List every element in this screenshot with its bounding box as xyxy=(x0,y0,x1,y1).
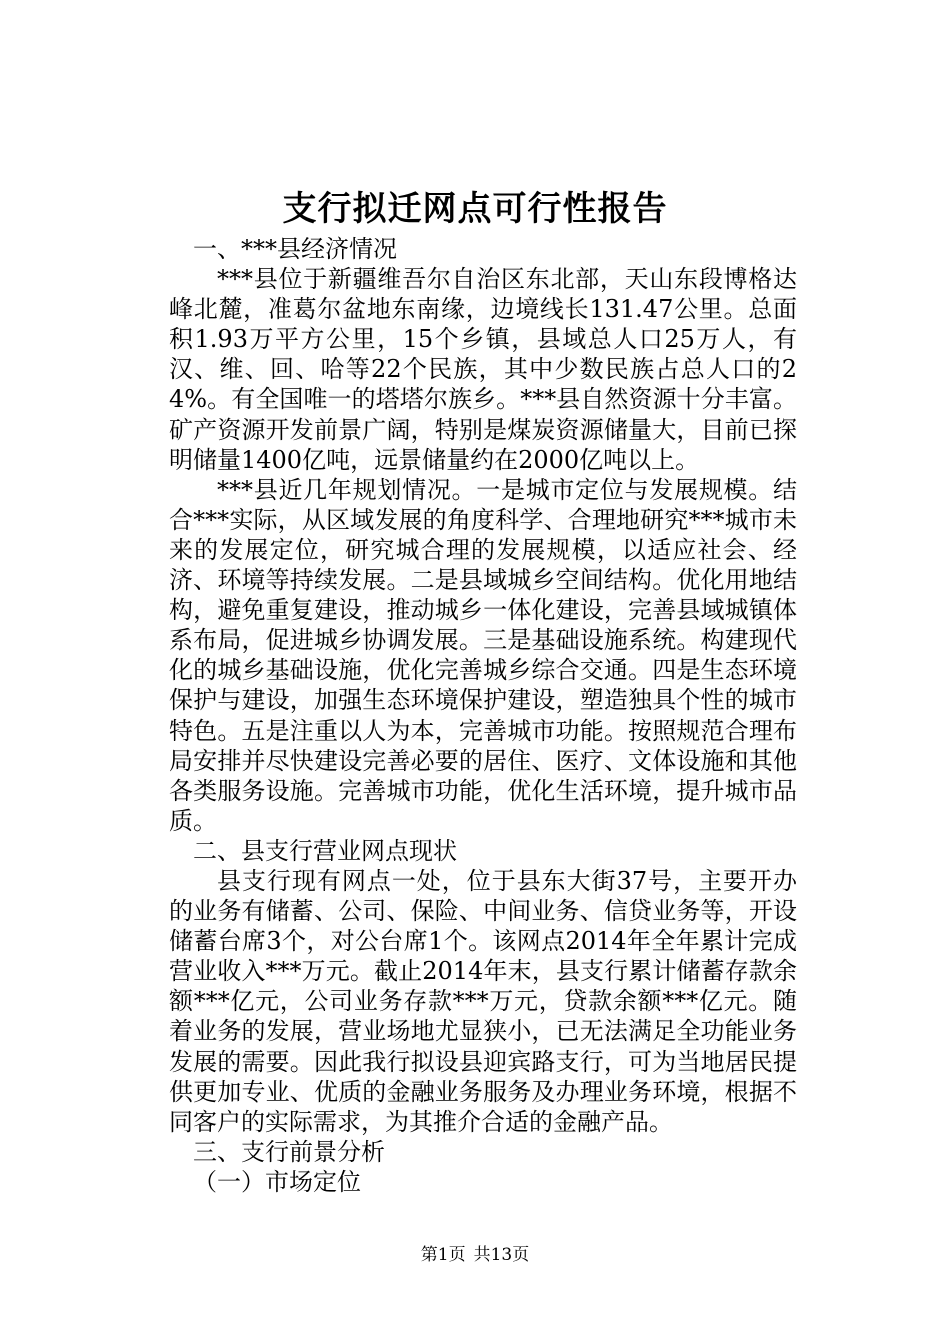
paragraph-county-overview: ***县位于新疆维吾尔自治区东北部，天山东段博格达峰北麓，准葛尔盆地东南缘，边境线长131.47公里。总面积1.93万平方公里，15个乡镇，县域总人口25万人，有汉、维、回、哈等22个民族，其中少数民族占总人口的24%。有全国唯一的塔塔尔族乡。***县自然资源十分丰富。矿产资源开发前景广阔，特别是煤炭资源储量大，目前已探明储量1400亿吨，远景储量约在2000亿吨以上。 xyxy=(169,265,797,474)
paragraph-branch-status: 县支行现有网点一处，位于县东大街37号，主要开办的业务有储蓄、公司、保险、中间业务、信贷业务等，开设储蓄台席3个，对公台席1个。该网点2014年全年累计完成营业收入***万元。截止2014年末，县支行累计储蓄存款余额***亿元，公司业务存款***万元，贷款余额***亿元。随着业务的发展，营业场地尤显狭小，已无法满足全功能业务发展的需要。因此我行拟设县迎宾路支行，可为当地居民提供更加专业、优质的金融业务服务及办理业务环境，根据不同客户的实际需求，为其推介合适的金融产品。 xyxy=(169,866,797,1136)
section-heading-economy: 一、***县经济情况 xyxy=(193,235,397,263)
paragraph-county-planning: ***县近几年规划情况。一是城市定位与发展规模。结合***实际，从区域发展的角度科学、合理地研究***城市未来的发展定位，研究城合理的发展规模，以适应社会、经济、环境等持续发展。二是县域城乡空间结构。优化用地结构，避免重复建设，推动城乡一体化建设，完善县域城镇体系布局，促进城乡协调发展。三是基础设施系统。构建现代化的城乡基础设施，优化完善城乡综合交通。四是生态环境保护与建设，加强生态环境保护建设，塑造独具个性的城市特色。五是注重以人为本，完善城市功能。按照规范合理布局安排并尽快建设完善必要的居住、医疗、文体设施和其他各类服务设施。完善城市功能，优化生活环境，提升城市品质。 xyxy=(169,475,797,835)
section-heading-branch-status: 二、县支行营业网点现状 xyxy=(193,836,457,865)
page-footer xyxy=(0,1244,950,1266)
document-body xyxy=(169,234,797,1197)
subsection-heading-market: （一）市场定位 xyxy=(193,1167,361,1196)
section-heading-prospects: 三、支行前景分析 xyxy=(193,1137,385,1166)
document-title: 支行拟迁网点可行性报告 xyxy=(282,189,668,229)
page-total: 共13页 xyxy=(473,1245,530,1265)
page-number: 第1页 xyxy=(420,1245,466,1265)
